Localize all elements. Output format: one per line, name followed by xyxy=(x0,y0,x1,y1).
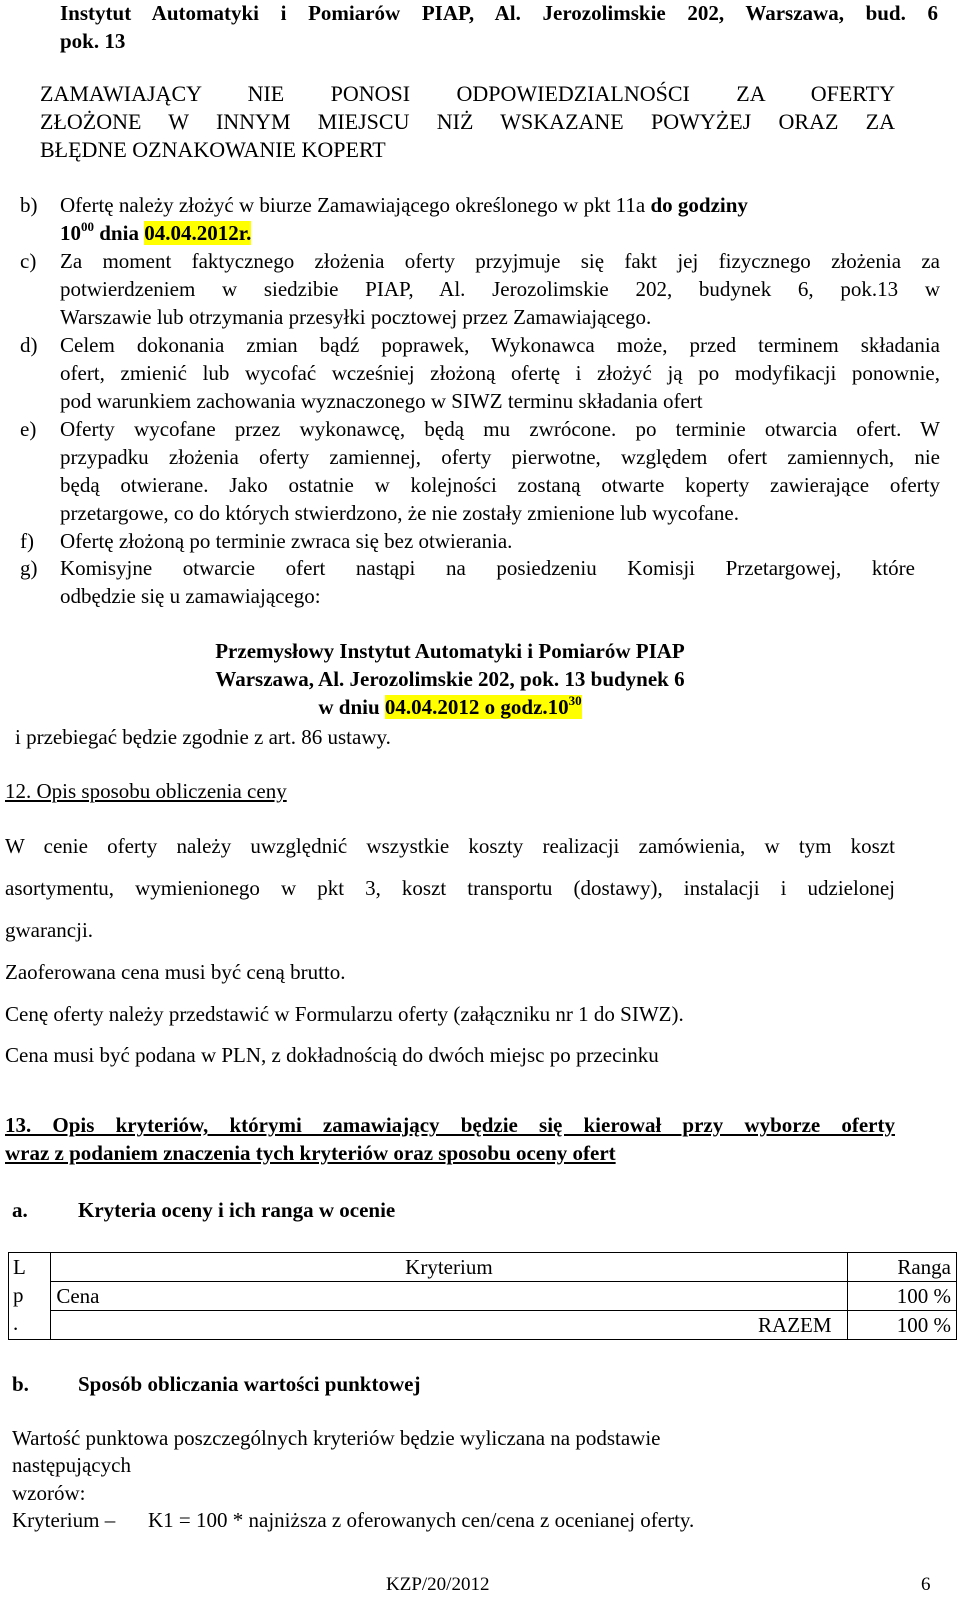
item-e-label: e) xyxy=(20,417,37,441)
formula: K1 = 100 * najniższa z oferowanych cen/cena z ocenianej oferty. xyxy=(148,1508,695,1532)
section-12-p1-line2: asortymentu, wymienionego w pkt 3, koszt transportu (dostawy), instalacji i udzielonej xyxy=(5,876,895,900)
item-e-line3: będą otwierane. Jako ostatnie w kolejności zostaną otwarte koperty zawierające oferty xyxy=(60,473,940,497)
footer-code: KZP/20/2012 xyxy=(386,1574,490,1595)
venue-line2: Warszawa, Al. Jerozolimskie 202, pok. 13 budynek 6 xyxy=(215,667,685,691)
lp-column xyxy=(9,1253,51,1340)
subsection-b-label: b. xyxy=(12,1372,29,1396)
item-c-line2: potwierdzeniem w siedzibie PIAP, Al. Jerozolimskie 202, budynek 6, pok.13 w xyxy=(60,277,940,301)
item-d-line3: pod warunkiem zachowania wyznaczonego w SIWZ terminu składania ofert xyxy=(60,389,703,413)
table-row xyxy=(9,1282,957,1311)
venue-minutes: 30 xyxy=(568,692,582,708)
notice-line1: ZAMAWIAJĄCY NIE PONOSI ODPOWIEDZIALNOŚCI ZA OFERTY xyxy=(40,81,895,106)
item-f-label: f) xyxy=(20,529,34,553)
header-kryterium: Kryterium xyxy=(51,1253,847,1282)
subsection-b-title: Sposób obliczania wartości punktowej xyxy=(78,1372,421,1396)
top-address-line1: Instytut Automatyki i Pomiarów PIAP, Al. Jerozolimskie 202, Warszawa, bud. 6 xyxy=(60,1,938,25)
section-12-p2: Zaoferowana cena musi być ceną brutto. xyxy=(5,960,346,984)
item-c-label: c) xyxy=(20,249,37,273)
top-address-line2: pok. 13 xyxy=(60,29,126,53)
formula-intro-line1: Wartość punktowa poszczególnych kryteriów będzie wyliczana na podstawie xyxy=(12,1426,661,1450)
formula-intro-line3: wzorów: xyxy=(12,1481,86,1505)
item-d xyxy=(20,333,940,417)
section-12-p1-line1: W cenie oferty należy uwzględnić wszystkie koszty realizacji zamówienia, w tym koszt xyxy=(5,834,895,858)
lp-char: L xyxy=(13,1255,26,1279)
formula-intro-line2: następujących xyxy=(12,1453,131,1477)
table-row xyxy=(9,1311,957,1340)
item-f-line1: Ofertę złożoną po terminie zwraca się bez otwierania. xyxy=(60,529,513,553)
section-12-p4: Cena musi być podana w PLN, z dokładnością do dwóch miejsc po przecinku xyxy=(5,1043,659,1067)
item-b-text: Ofertę należy złożyć w biurze Zamawiającego określonego w pkt 11a xyxy=(60,193,651,217)
item-g-line1: Komisyjne otwarcie ofert nastąpi na posiedzeniu Komisji Przetargowej, które xyxy=(60,556,915,580)
section-12-p1-line3: gwarancji. xyxy=(5,918,94,942)
venue-date: 04.04.2012 o godz.10 xyxy=(384,695,569,719)
item-f xyxy=(20,529,940,557)
criterion-weight: 100 % xyxy=(847,1282,956,1311)
item-c-line1: Za moment faktycznego złożenia oferty przyjmuje się fakt jej fizycznego złożenia za xyxy=(60,249,940,273)
item-c-line3: Warszawie lub otrzymania przesyłki pocztowej przez Zamawiającego. xyxy=(60,305,652,329)
item-d-label: d) xyxy=(20,333,38,357)
subsection-a-title: Kryteria oceny i ich ranga w ocenie xyxy=(78,1198,396,1222)
item-b-minutes: 00 xyxy=(81,218,94,234)
criteria-table xyxy=(8,1252,957,1340)
item-b-hour: 10 xyxy=(60,221,81,245)
venue-line3 xyxy=(0,692,900,720)
lp-char: . xyxy=(13,1311,19,1335)
notice-line2: ZŁOŻONE W INNYM MIEJSCU NIŻ WSKAZANE POWYŻEJ ORAZ ZA xyxy=(40,109,895,134)
item-d-line2: ofert, zmienić lub wycofać wcześniej złożoną ofertę i złożyć ją po modyfikacji ponownie, xyxy=(60,361,940,385)
venue-after: i przebiegać będzie zgodnie z art. 86 ustawy. xyxy=(15,725,391,749)
section-12-p3: Cenę oferty należy przedstawić w Formularzu oferty (załączniku nr 1 do SIWZ). xyxy=(5,1002,684,1026)
item-g-line2: odbędzie się u zamawiającego: xyxy=(60,584,321,608)
formula-label: Kryterium – xyxy=(12,1508,116,1532)
item-e xyxy=(20,417,940,529)
item-b-dnia: dnia xyxy=(94,221,145,245)
item-b-date: 04.04.2012r. xyxy=(144,221,252,245)
table-row xyxy=(9,1253,957,1282)
item-g-label: g) xyxy=(20,556,38,580)
item-b xyxy=(20,193,940,249)
item-e-line4: przetargowe, co do których stwierdzono, że nie zostały zmienione lub wycofane. xyxy=(60,501,739,525)
venue-line1: Przemysłowy Instytut Automatyki i Pomiarów PIAP xyxy=(215,639,685,663)
venue-date-prefix: w dniu xyxy=(318,695,385,719)
item-g xyxy=(20,556,940,612)
item-e-line1: Oferty wycofane przez wykonawcę, będą mu zwrócone. po terminie otwarcia ofert. W xyxy=(60,417,940,441)
section-13-heading-line1: 13. Opis kryteriów, którymi zamawiający będzie się kierował przy wyborze oferty xyxy=(5,1113,895,1137)
lp-char: p xyxy=(13,1283,24,1307)
section-13-heading-line2: wraz z podaniem znaczenia tych kryteriów oraz sposobu oceny ofert xyxy=(5,1141,616,1165)
subsection-a-label: a. xyxy=(12,1198,28,1222)
item-b-bold: do godziny xyxy=(650,193,748,217)
total-label: RAZEM xyxy=(51,1311,847,1340)
header-ranga: Ranga xyxy=(847,1253,956,1282)
page-number: 6 xyxy=(921,1574,931,1595)
item-d-line1: Celem dokonania zmian bądź poprawek, Wykonawca może, przed terminem składania xyxy=(60,333,940,357)
total-value: 100 % xyxy=(847,1311,956,1340)
section-12-heading: 12. Opis sposobu obliczenia ceny xyxy=(5,779,287,803)
item-e-line2: przypadku złożenia oferty zamiennej, oferty pierwotne, względem ofert zamiennych, nie xyxy=(60,445,940,469)
criterion-name: Cena xyxy=(51,1282,847,1311)
item-c xyxy=(20,249,940,333)
notice-line3: BŁĘDNE OZNAKOWANIE KOPERT xyxy=(40,137,386,162)
item-b-label: b) xyxy=(20,193,38,217)
